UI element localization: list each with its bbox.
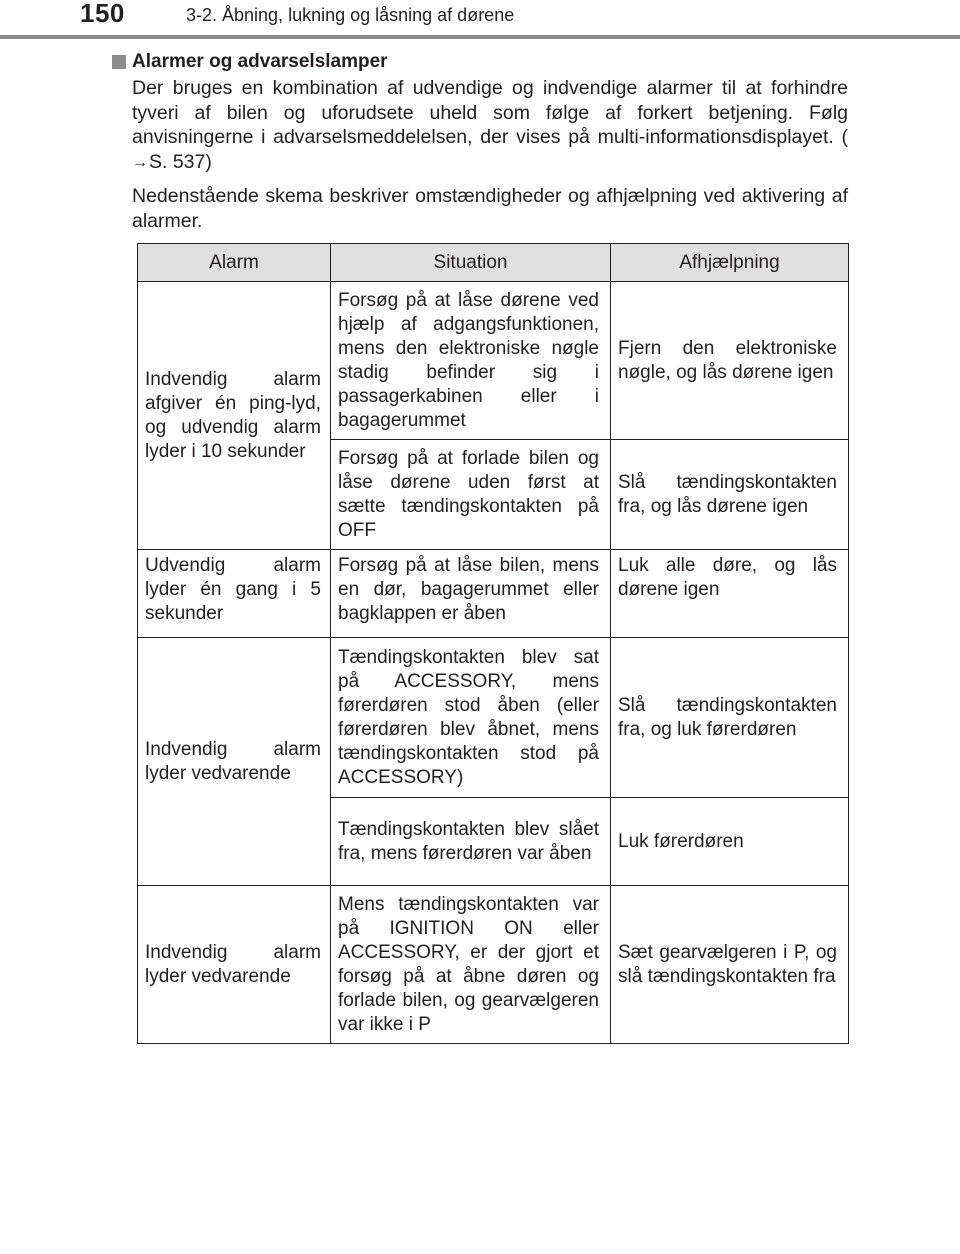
square-bullet-icon — [112, 55, 126, 69]
header-alarm: Alarm — [138, 244, 331, 282]
header-rule — [0, 35, 960, 39]
header-situation: Situation — [331, 244, 611, 282]
alarm-cell: Indvendig alarm lyder vedvarende — [138, 638, 331, 886]
chapter-title: 3-2. Åbning, lukning og låsning af dørene — [186, 5, 515, 25]
remedy-cell: Slå tændingskontakten fra, og luk førerdøren — [611, 638, 849, 798]
page-number: 150 — [80, 0, 125, 28]
remedy-cell: Luk førerdøren — [611, 798, 849, 886]
remedy-cell: Luk alle døre, og lås dørene igen — [611, 550, 849, 638]
situation-cell: Forsøg på at forlade bilen og låse dørene uden først at sætte tændingskontakten på OFF — [331, 440, 611, 550]
alarm-cell: Udvendig alarm lyder én gang i 5 sekunder — [138, 550, 331, 638]
situation-cell: Tændingskontakten blev slået fra, mens førerdøren var åben — [331, 798, 611, 886]
page-reference: S. 537) — [149, 150, 212, 173]
situation-cell: Mens tændingskontakten var på IGNITION ON eller ACCESSORY, er der gjort et forsøg på at åbne døren og forlade bilen, og gearvælgeren var ikke i P — [331, 886, 611, 1044]
section-title: Alarmer og advarselslamper — [132, 51, 388, 72]
page-header — [0, 0, 960, 40]
remedy-cell: Slå tændingskontakten fra, og lås dørene igen — [611, 440, 849, 550]
section-heading — [112, 50, 848, 74]
table-row — [138, 886, 849, 1044]
remedy-cell: Fjern den elektroniske nøgle, og lås dørene igen — [611, 282, 849, 440]
header-remedy: Afhjælpning — [611, 244, 849, 282]
arrow-right-icon: → — [132, 153, 148, 171]
intro-paragraph — [132, 76, 848, 175]
table-intro-paragraph: Nedenstående skema beskriver omstændigheder og afhjælpning ved aktivering af alarmer. — [132, 185, 848, 232]
situation-cell: Forsøg på at låse bilen, mens en dør, bagagerummet eller bagklappen er åben — [331, 550, 611, 638]
situation-cell: Forsøg på at låse dørene ved hjælp af adgangsfunktionen, mens den elektroniske nøgle stadig befinder sig i passagerkabinen eller i bagagerummet — [331, 282, 611, 440]
table-header-row — [138, 244, 849, 282]
alarm-cell: Indvendig alarm afgiver én ping-lyd, og udvendig alarm lyder i 10 sekunder — [138, 282, 331, 550]
alarm-cell: Indvendig alarm lyder vedvarende — [138, 886, 331, 1044]
remedy-cell: Sæt gearvælgeren i P, og slå tændingskontakten fra — [611, 886, 849, 1044]
table-row — [138, 282, 849, 440]
alarm-table — [137, 243, 849, 1044]
intro-text: Der bruges en kombination af udvendige og indvendige alarmer til at forhindre tyveri af bilen og uforudsete uheld som følge af forkert betjening. Følg anvisningerne i advarselsmeddelelsen, der vises på multi-informationsdisplayet. ( — [132, 77, 848, 148]
alarm-section — [112, 50, 848, 233]
situation-cell: Tændingskontakten blev sat på ACCESSORY, mens førerdøren stod åben (eller førerdøren blev åbnet, mens tændingskontakten stod på ACCESSORY) — [331, 638, 611, 798]
table-row — [138, 550, 849, 638]
table-row — [138, 638, 849, 798]
